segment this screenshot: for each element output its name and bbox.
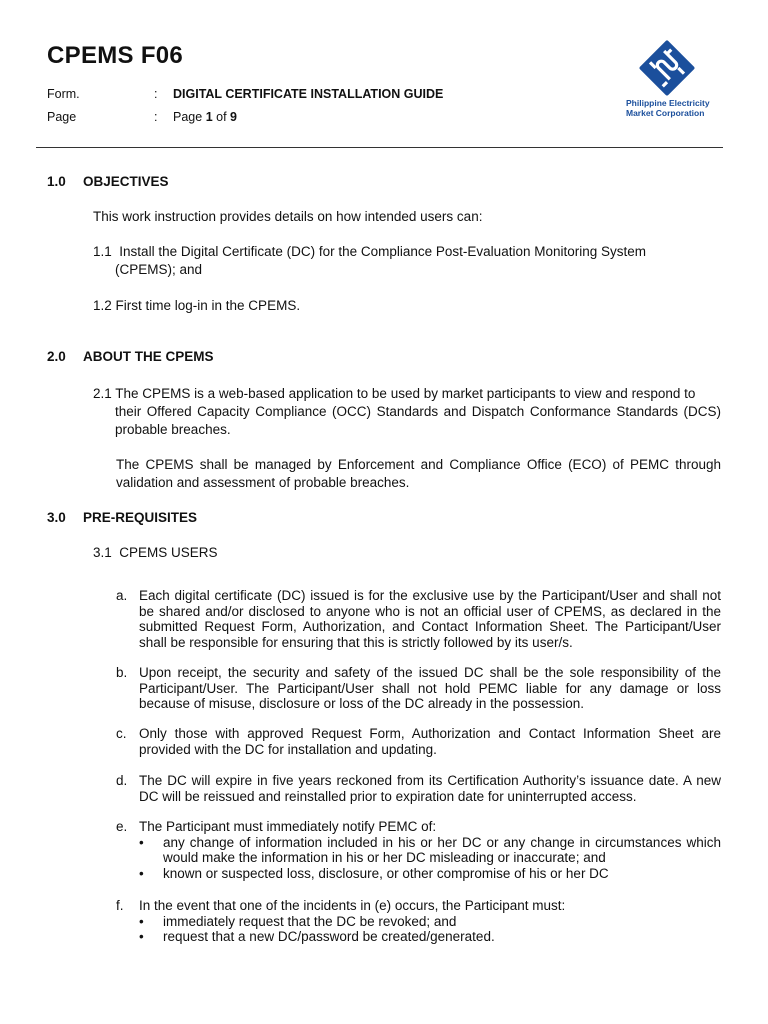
list-text: Upon receipt, the security and safety of the issued DC shall be the sole responsibility of the Participant/User. The Participant/User shall not hold PEMC liable for any damage or loss because of misuse, disclosure or loss of the DC already in the possession. bbox=[139, 665, 721, 711]
list-marker: a. bbox=[116, 588, 128, 603]
list-marker: e. bbox=[116, 819, 128, 834]
bullet-item: • immediately request that the DC be revoked; and bbox=[139, 914, 721, 930]
bullet-item: • request that a new DC/password be created/generated. bbox=[139, 929, 721, 945]
page-current: 1 bbox=[205, 110, 213, 124]
section-1-heading bbox=[47, 174, 447, 192]
item-text-line-1: Install the Digital Certificate (DC) for the Compliance Post-Evaluation Monitoring System bbox=[119, 244, 647, 259]
header-divider bbox=[36, 147, 723, 148]
page-word: Page bbox=[173, 110, 203, 124]
bullet-item: • any change of information included in his or her DC or any change in circumstances which would make the information in his or her DC misleading or inaccurate; and bbox=[139, 835, 721, 866]
page-colon: : bbox=[154, 110, 158, 124]
form-value: DIGITAL CERTIFICATE INSTALLATION GUIDE bbox=[173, 87, 444, 101]
list-marker: c. bbox=[116, 726, 127, 741]
bullet-item: • known or suspected loss, disclosure, or other compromise of his or her DC bbox=[139, 866, 721, 882]
list-text: The DC will expire in five years reckoned from its Certification Authority’s issuance date. A new DC will be reissued and reinstalled prior to expiration date for uninterrupted access. bbox=[139, 773, 721, 804]
item-number: 1.1 bbox=[93, 244, 112, 259]
list-marker: d. bbox=[116, 773, 128, 788]
form-row bbox=[47, 87, 467, 103]
list-body bbox=[139, 819, 721, 881]
subsection-3-1-title: 3.1 CPEMS USERS bbox=[93, 545, 218, 560]
section-number: 2.0 bbox=[47, 349, 66, 364]
item-text-rest: their Offered Capacity Compliance (OCC) Standards and Dispatch Conformance Standards (DCS) probable breaches. bbox=[115, 404, 721, 437]
page-value bbox=[173, 110, 237, 124]
section-title: OBJECTIVES bbox=[83, 174, 169, 189]
list-marker: b. bbox=[116, 665, 128, 680]
logo-line-2: Market Corporation bbox=[626, 108, 705, 118]
objective-item-1-2: 1.2 First time log-in in the CPEMS. bbox=[93, 298, 301, 313]
page-total: 9 bbox=[230, 110, 237, 124]
section-2-heading bbox=[47, 349, 447, 367]
section-title: PRE-REQUISITES bbox=[83, 510, 198, 525]
objective-item-1-1 bbox=[93, 243, 723, 279]
section-number: 1.0 bbox=[47, 174, 66, 189]
section-3-heading bbox=[47, 510, 447, 528]
objectives-intro: This work instruction provides details on how intended users can: bbox=[93, 209, 483, 224]
page-label: Page bbox=[47, 110, 77, 124]
list-text: The Participant must immediately notify PEMC of: bbox=[139, 819, 437, 834]
about-item-2-1 bbox=[93, 385, 721, 439]
list-marker: f. bbox=[116, 898, 124, 913]
section-title: ABOUT THE CPEMS bbox=[83, 349, 214, 364]
item-text-line-2: (CPEMS); and bbox=[115, 262, 203, 277]
item-number: 2.1 bbox=[93, 386, 112, 401]
section-number: 3.0 bbox=[47, 510, 66, 525]
list-text: Only those with approved Request Form, Authorization and Contact Information Sheet are provided with the DC for installation and updating. bbox=[139, 726, 721, 757]
item-text-line-1: The CPEMS is a web-based application to be used by market participants to view and respond to bbox=[115, 386, 696, 401]
list-text: Each digital certificate (DC) issued is for the exclusive use by the Participant/User and shall not be shared and/or disclosed to anyone who is not an official user of CPEMS, as declared in the submitted Request Form, Authorization, and Contact Information Sheet. The Participant/User shall be responsible for ensuring that this is strictly followed by its user/s. bbox=[139, 588, 721, 650]
form-label: Form. bbox=[47, 87, 80, 101]
logo-text bbox=[626, 98, 716, 118]
page-of: of bbox=[216, 110, 227, 124]
about-paragraph: The CPEMS shall be managed by Enforcement and Compliance Office (ECO) of PEMC through validation and assessment of probable breaches. bbox=[116, 457, 721, 490]
logo-line-1: Philippine Electricity bbox=[626, 98, 710, 108]
page-row bbox=[47, 110, 467, 126]
list-text: In the event that one of the incidents in (e) occurs, the Participant must: bbox=[139, 898, 566, 913]
document-code: CPEMS F06 bbox=[47, 42, 184, 69]
list-body bbox=[139, 898, 721, 945]
form-colon: : bbox=[154, 87, 158, 101]
